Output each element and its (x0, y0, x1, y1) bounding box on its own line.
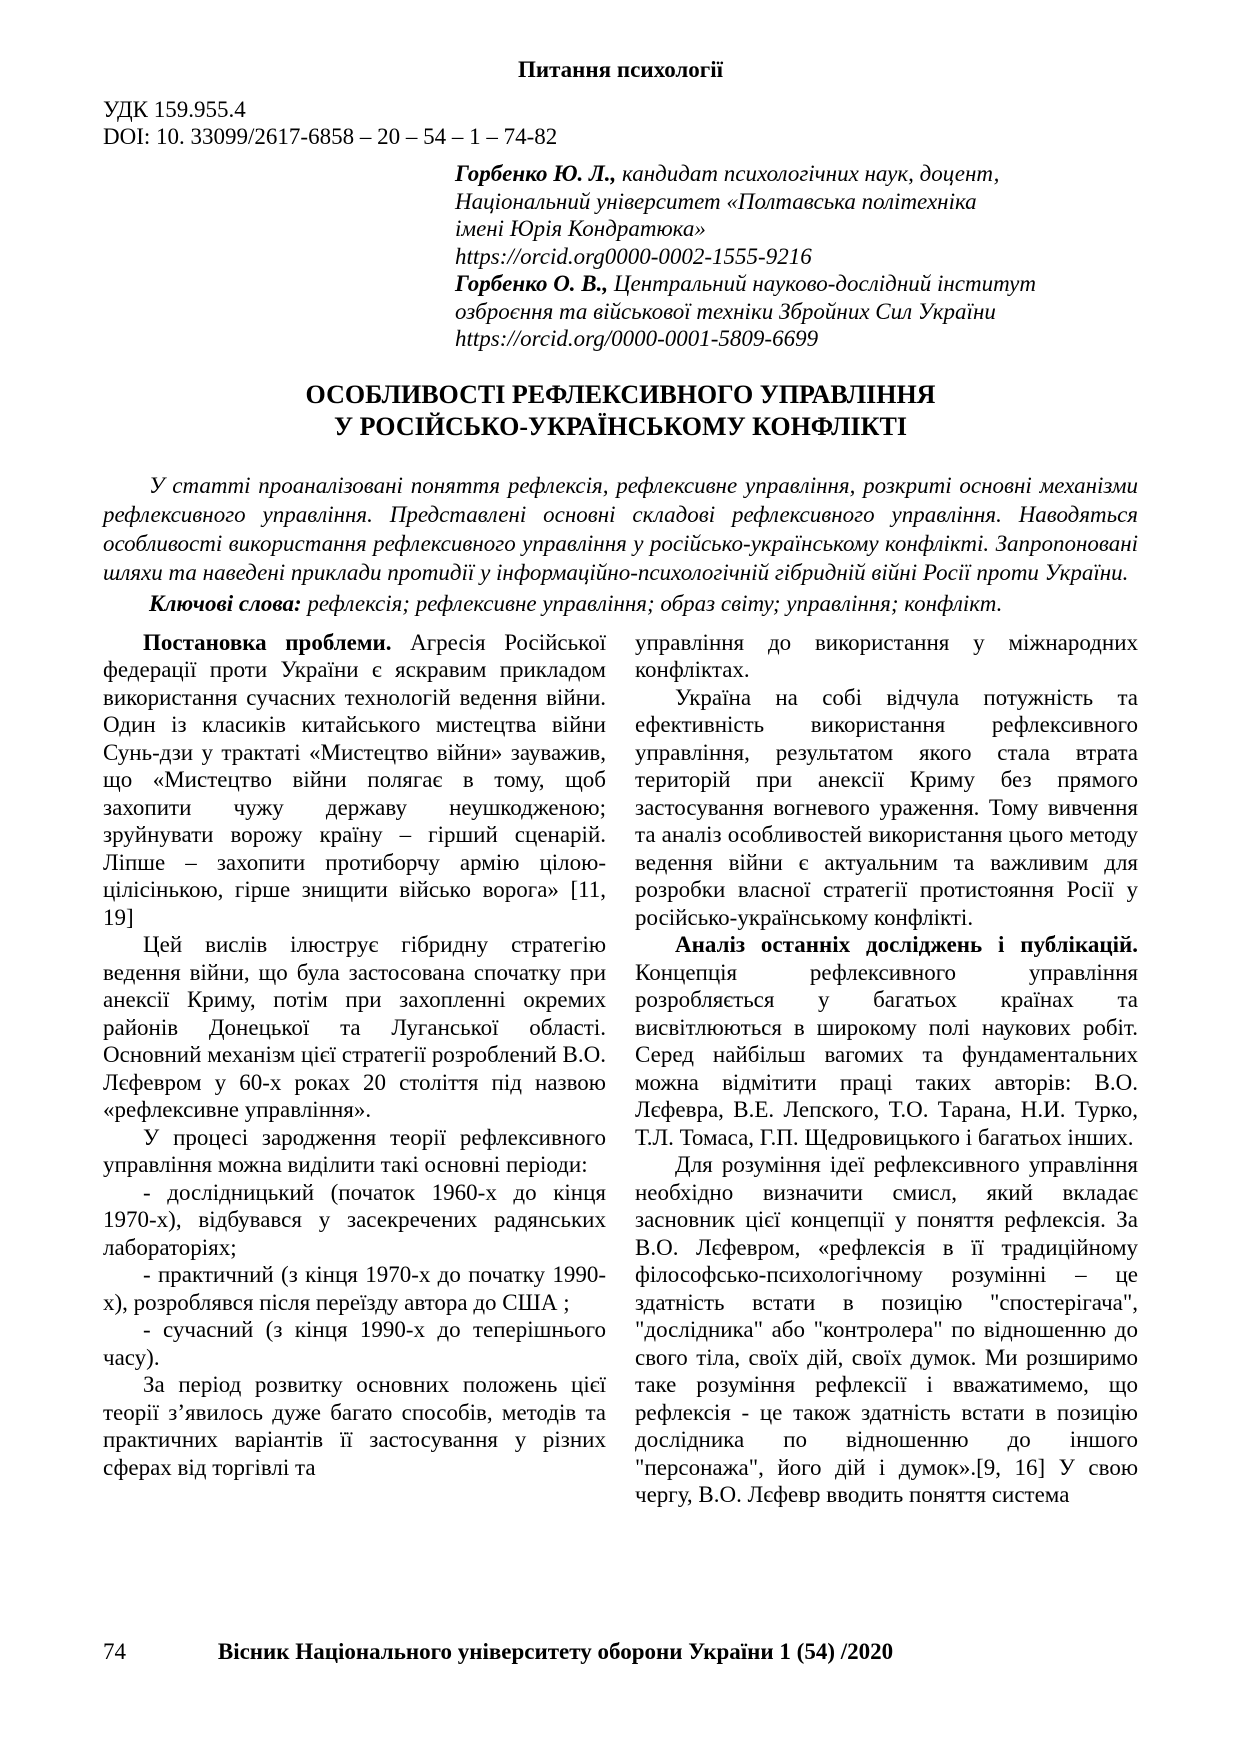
udc-code: УДК 159.955.4 (103, 97, 246, 122)
article-title-line-2: У РОСІЙСЬКО-УКРАЇНСЬКОМУ КОНФЛІКТІ (334, 411, 907, 441)
paragraph-analysis (635, 931, 1138, 1151)
list-item-modern-period: - сучасний (з кінця 1990-х до теперішнього часу). (103, 1317, 606, 1370)
keywords-line (103, 589, 1138, 618)
page-number: 74 (103, 1639, 126, 1664)
paragraph: У процесі зародження теорії рефлексивного управління можна виділити такі основні періоди: (103, 1124, 606, 1177)
paragraph-continuation: управління до використання у міжнародних конфліктах. (635, 629, 1138, 682)
journal-footer-title: Вісник Національного університету оборони України 1 (54) /2020 (217, 1639, 894, 1664)
author-1-name: Горбенко Ю. Л., (455, 161, 617, 186)
section-heading-problem: Постановка проблеми. (143, 629, 392, 655)
author-2-affiliation-2: озброєння та військової техніки Збройних Сил України (455, 298, 996, 324)
article-meta (103, 96, 1138, 150)
doi-code: DOI: 10. 33099/2617-6858 – 20 – 54 – 1 – 74-82 (103, 124, 558, 149)
paragraph-problem-statement (103, 629, 606, 932)
keywords-text: рефлексія; рефлексивне управління; образ світу; управління; конфлікт. (307, 590, 1003, 616)
paragraph-analysis-text: Концепція рефлексивного управління розробляється у багатьох країнах та висвітлюються в широкому полі наукових робіт. Серед найбільш вагомих та фундаментальних можна відмітити праці таких авторів: В.О. Лєфевра, В.Е. Лепского, Т.О. Тарана, Н.И. Турко, Т.Л. Томаса, Г.П. Щедровицького і багатьох інших. (635, 959, 1138, 1150)
author-1-line (455, 160, 1138, 188)
author-1-affiliation-2: імені Юрія Кондратюка» (455, 216, 706, 241)
author-2-affiliation-1: Центральний науково-дослідний інститут (613, 271, 1036, 296)
author-2-line (455, 270, 1138, 298)
body-columns (103, 629, 1138, 1509)
right-column (635, 629, 1138, 1509)
paragraph: Для розуміння ідеї рефлексивного управління необхідно визначити смисл, який вкладає засновник цієї концепції у поняття рефлексія. За В.О. Лєфевром, «рефлексія в її традиційному філософсько-психологічному розумінні – це здатність встати в позицію "спостерігача", "дослідника" або "контролера" по відношенню до свого тіла, своїх дій, своїх думок. Ми розширимо таке розуміння рефлексії і вважатимемо, що рефлексія - це також здатність встати в позицію дослідника по відношенню до іншого "персонажа", його дій і думок».[9, 16] У свою чергу, В.О. Лєфевр вводить поняття система (635, 1152, 1138, 1507)
paragraph-problem-text: Агресія Російської федерації проти України є яскравим прикладом використання сучасних технологій ведення війни. Один із класиків китайського мистецтва війни Сунь-дзи у трактаті «Мистецтво війни» зауважив, що «Мистецтво війни полягає в тому, щоб захопити чужу державу неушкодженою; зруйнувати ворожу країну – гірший сценарій. Ліпше – захопити протиборчу армію цілою-цілісінькою, гірше знищити військо ворога» [11, 19] (103, 629, 607, 930)
page-footer (103, 1638, 1138, 1666)
journal-section-header: Питання психології (517, 57, 724, 82)
list-item-practical-period: - практичний (з кінця 1970-х до початку 1990-х), розроблявся після переїзду автора до США ; (103, 1262, 606, 1315)
author-1-degree: кандидат психологічних наук, доцент, (622, 161, 1000, 186)
paragraph: За період розвитку основних положень цієї теорії з’явилось дуже багато способів, методів та практичних варіантів її застосування у різних сферах від торгівлі та (103, 1372, 606, 1480)
article-title-line-1: ОСОБЛИВОСТІ РЕФЛЕКСИВНОГО УПРАВЛІННЯ (305, 379, 936, 409)
abstract-text: У статті проаналізовані поняття рефлексія, рефлексивне управління, розкриті основні механізми рефлексивного управління. Представлені основні складові рефлексивного управління. Наводяться особливості використання рефлексивного управління у російсько-українському конфлікті. Запропоновані шляхи та наведені приклади протидії у інформаційно-психологічній гібридній війні Росії проти України. (103, 472, 1138, 585)
author-1-affiliation-1: Національний університет «Полтавська політехніка (455, 188, 977, 214)
author-2-name: Горбенко О. В., (455, 271, 609, 296)
left-column (103, 629, 606, 1509)
author-1-orcid: https://orcid.org0000-0002-1555-9216 (455, 243, 812, 269)
author-2-orcid: https://orcid.org/0000-0001-5809-6699 (455, 326, 819, 351)
author-block (455, 160, 1138, 353)
keywords-label: Ключові слова: (149, 590, 302, 616)
paragraph: Україна на собі відчула потужність та ефективність використання рефлексивного управління, результатом якого стала втрата територій при анексії Криму без прямого застосування вогневого ураження. Тому вивчення та аналіз особливостей використання цього методу ведення війни є актуальним та важливим для розробки власної стратегії протистояння Росії у російсько-українському конфлікті. (635, 684, 1138, 930)
list-item-research-period: - дослідницький (початок 1960-х до кінця 1970-х), відбувався у засекречених радянських лабораторіях; (103, 1179, 606, 1260)
article-title (103, 379, 1138, 443)
section-heading-analysis: Аналіз останніх досліджень і публікацій. (675, 932, 1138, 957)
paragraph: Цей вислів ілюструє гібридну стратегію ведення війни, що була застосована спочатку при анексії Криму, потім при захопленні окремих районів Донецької та Луганської області. Основний механізм цієї стратегії розроблений В.О. Лєфевром у 60-х роках 20 століття під назвою «рефлексивне управління». (103, 932, 606, 1122)
